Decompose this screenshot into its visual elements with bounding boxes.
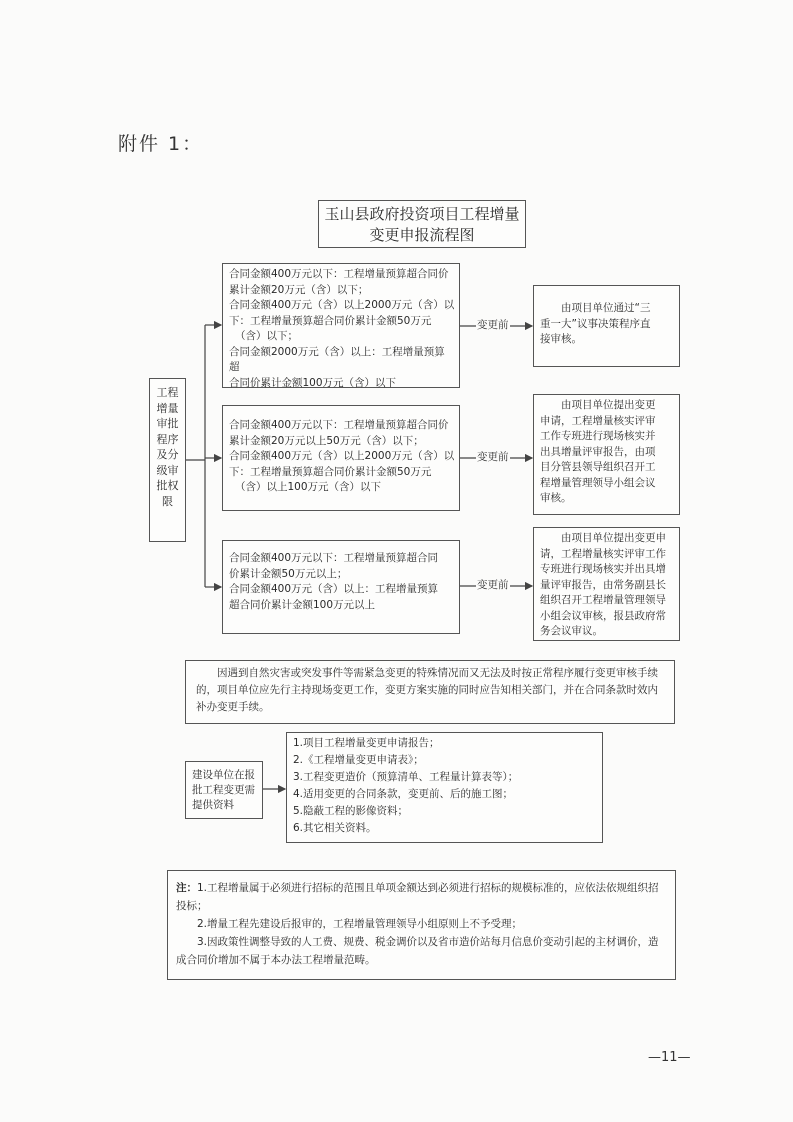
approval-procedure-line: 增量 (156, 401, 179, 415)
rule-line: 合同金额400万元（含）以上：工程增量预算 (229, 583, 439, 595)
approval-procedure-line: 工程 (156, 386, 179, 399)
result-line: 量评审报告，由常务副县长 (540, 578, 666, 591)
flowchart-title-line-1: 玉山县政府投资项目工程增量 (324, 205, 520, 223)
note-item: 2.增量工程先建设后报审的，工程增量管理领导小组原则上不予受理； (197, 918, 523, 930)
result-line: 务会议审议。 (540, 625, 603, 637)
builder-materials-box (185, 761, 263, 819)
notes-label: 注： (176, 882, 197, 894)
rule-line: 合同金额2000万元（含）以上：工程增量预算超 (229, 345, 445, 373)
approval-procedure-line: 审批 (156, 417, 179, 430)
approval-procedure-line: 批权 (156, 479, 179, 492)
result-line: 由项目单位通过“三 (561, 302, 651, 314)
result-line: 重一大”议事决策程序直 (540, 317, 651, 330)
rule-line: 合同金额400万元以下：工程增量预算超合同价 (229, 268, 449, 280)
approval-procedure-line: 限 (162, 494, 173, 508)
result-line: 工作专班进行现场核实并 (540, 430, 656, 442)
rule-line: 合同金额400万元以下：工程增量预算超合同 (229, 552, 439, 564)
builder-line: 批工程变更需 (192, 784, 255, 796)
rule-line: （含）以上100万元（含）以下 (235, 481, 382, 493)
document-item: 1.项目工程增量变更申请报告； (293, 737, 440, 749)
arrow-label-tier-1: 变更前 (477, 319, 509, 331)
note-item: 3.因政策性调整导致的人工费、规费、税金调价以及省市造价站每月信息价变动引起的主材调价，造成合同价增加不属于本办法工程增量范畴。 (176, 936, 659, 966)
approval-procedure-line: 及分 (156, 448, 179, 461)
result-line: 程增量管理领导小组会议 (540, 476, 656, 489)
result-line: 出具增量评审报告，由项 (540, 445, 656, 458)
document-item: 2.《工程增量变更申请表》； (293, 754, 424, 766)
page-number: —11— (648, 1050, 691, 1065)
rule-line: 累计金额20万元（含）以下； (229, 283, 369, 296)
builder-line: 建设单位在报 (192, 769, 255, 781)
result-line: 审核。 (540, 492, 572, 504)
rule-line: 价累计金额50万元以上； (229, 567, 348, 580)
builder-line: 提供资料 (192, 799, 234, 811)
result-line: 组织召开工程增量管理领导 (540, 594, 666, 606)
note-item (176, 879, 667, 915)
result-line: 小组会议审核，报县政府常 (540, 609, 666, 622)
notes-box (167, 870, 676, 980)
rule-line: 合同金额400万元（含）以上2000万元（含）以 (229, 299, 455, 311)
rule-line: 累计金额20万元以上50万元（含）以下； (229, 434, 424, 447)
document-item: 4.适用变更的合同条款，变更前、后的施工图； (293, 788, 514, 800)
result-line: 申请，工程增量核实评审 (540, 414, 656, 427)
note-text: 1.工程增量属于必须进行招标的范围且单项金额达到必须进行招标的规模标准的，应依法依规组织招投标； (176, 882, 659, 912)
result-line: 目分管县领导组织召开工 (540, 461, 656, 473)
rule-line: （含）以下； (235, 330, 298, 342)
attachment-heading: 附件 1： (118, 133, 204, 155)
emergency-change-box: 因遇到自然灾害或突发事件等需紧急变更的特殊情况而又无法及时按正常程序履行变更审核手续的，项目单位应先行主持现场变更工作，变更方案实施的同时应告知相关部门，并在合同条款时效内补办变更手续。 (185, 660, 675, 724)
approval-procedure-line: 程序 (156, 432, 179, 446)
rule-line: 下：工程增量预算超合同价累计金额50万元 (229, 314, 432, 327)
rule-line: 合同金额400万元（含）以上2000万元（含）以 (229, 450, 455, 462)
rule-line: 合同金额400万元以下：工程增量预算超合同价 (229, 419, 449, 431)
arrow-label-tier-2: 变更前 (477, 451, 509, 463)
document-item: 5.隐蔽工程的影像资料； (293, 805, 409, 817)
result-line: 专班进行现场核实并出具增 (540, 563, 666, 575)
result-line: 由项目单位提出变更申 (561, 532, 666, 544)
result-line: 接审核。 (540, 333, 582, 345)
document-item: 3.工程变更造价（预算清单、工程量计算表等）； (293, 771, 519, 783)
result-line: 请，工程增量核实评审工作 (540, 547, 666, 560)
flowchart-title-line-2: 变更申报流程图 (369, 226, 475, 244)
arrow-label-tier-3: 变更前 (477, 579, 509, 591)
approval-procedure-line: 级审 (156, 463, 179, 477)
rule-line: 超合同价累计金额100万元以上 (229, 598, 376, 611)
required-documents-box (286, 732, 603, 843)
rule-line: 下：工程增量预算超合同价累计金额50万元 (229, 465, 432, 478)
rule-line: 合同价累计金额100万元（含）以下 (229, 376, 397, 389)
result-line: 由项目单位提出变更 (561, 399, 656, 411)
document-item: 6.其它相关资料。 (293, 822, 377, 834)
